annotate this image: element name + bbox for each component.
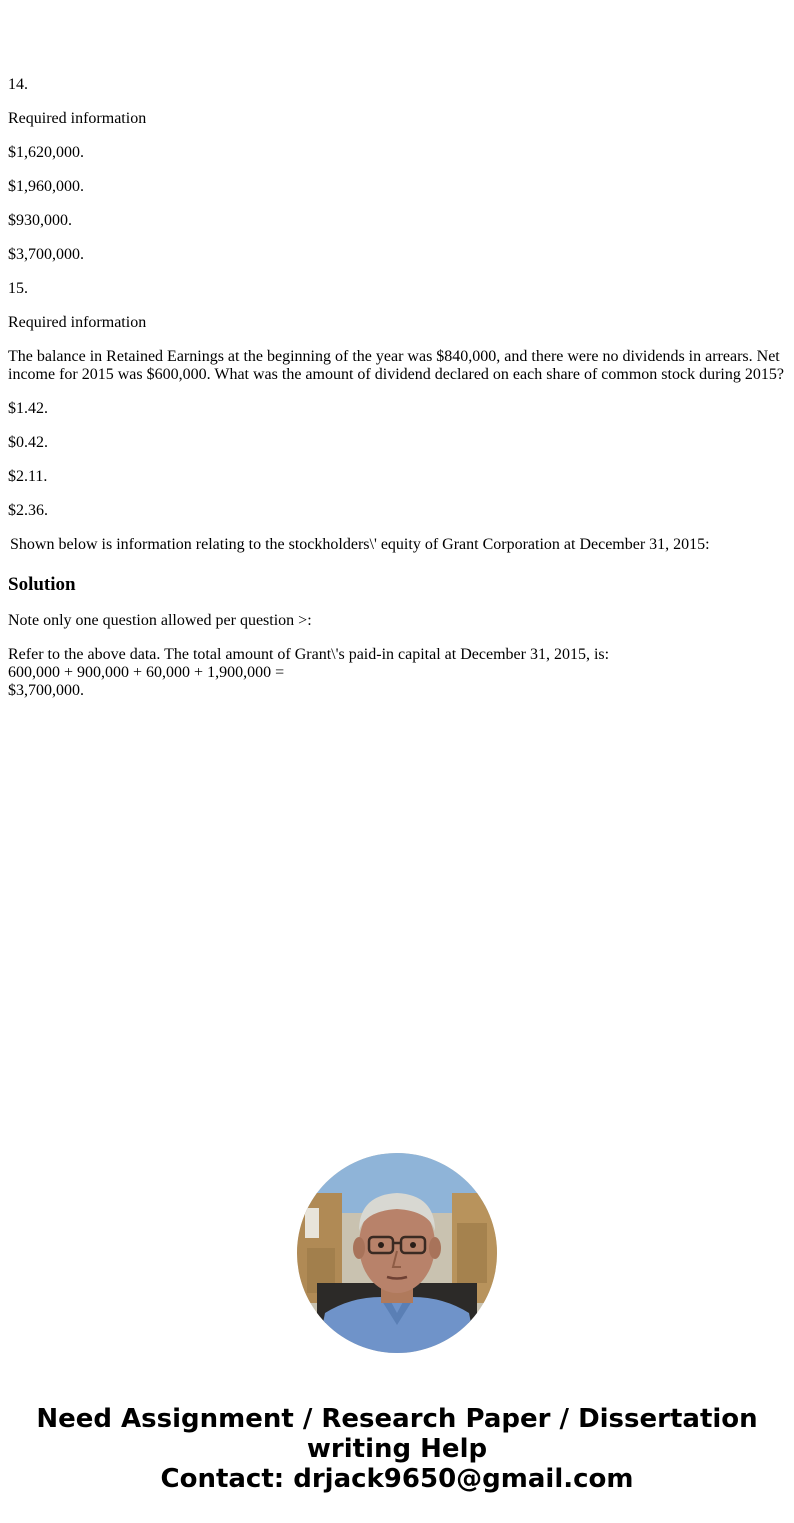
question-15-option-b: $0.42. [8,434,48,451]
solution-line-1: Refer to the above data. The total amount of Grant\'s paid-in capital at December 31, 2015, is: [8,646,610,663]
question-15-option-d: $2.36. [8,502,48,519]
document-content [8,76,788,716]
intro-text: Shown below is information relating to the stockholders\' equity of Grant Corporation at December 31, 2015: [10,536,710,553]
question-15-text: The balance in Retained Earnings at the beginning of the year was $840,000, and there were no dividends in arrears. Net income for 2015 was $600,000. What was the amount of dividend declared on each share of common stock during 2015? [8,348,784,383]
solution-heading: Solution [8,574,76,595]
question-15-number: 15. [8,280,28,297]
question-14-option-b: $1,960,000. [8,178,84,195]
portrait-image [297,1153,497,1353]
question-14-option-a: $1,620,000. [8,144,84,161]
promo-line-2: writing Help [306,1434,488,1464]
question-15-option-a: $1.42. [8,400,48,417]
author-avatar [297,1153,497,1353]
promo-contact: Contact: drjack9650@gmail.com [160,1464,634,1494]
promo-banner [0,1404,794,1494]
question-14-label: Required information [8,110,147,127]
solution-note: Note only one question allowed per question >: [8,612,312,629]
solution-body [8,646,788,700]
promo-line-1: Need Assignment / Research Paper / Dissertation [36,1404,758,1434]
question-14-option-c: $930,000. [8,212,72,229]
question-15-option-c: $2.11. [8,468,48,485]
solution-line-3: $3,700,000. [8,682,84,699]
solution-line-2: 600,000 + 900,000 + 60,000 + 1,900,000 = [8,664,285,681]
question-14-option-d: $3,700,000. [8,246,84,263]
question-15-label: Required information [8,314,147,331]
question-14-number: 14. [8,76,28,93]
